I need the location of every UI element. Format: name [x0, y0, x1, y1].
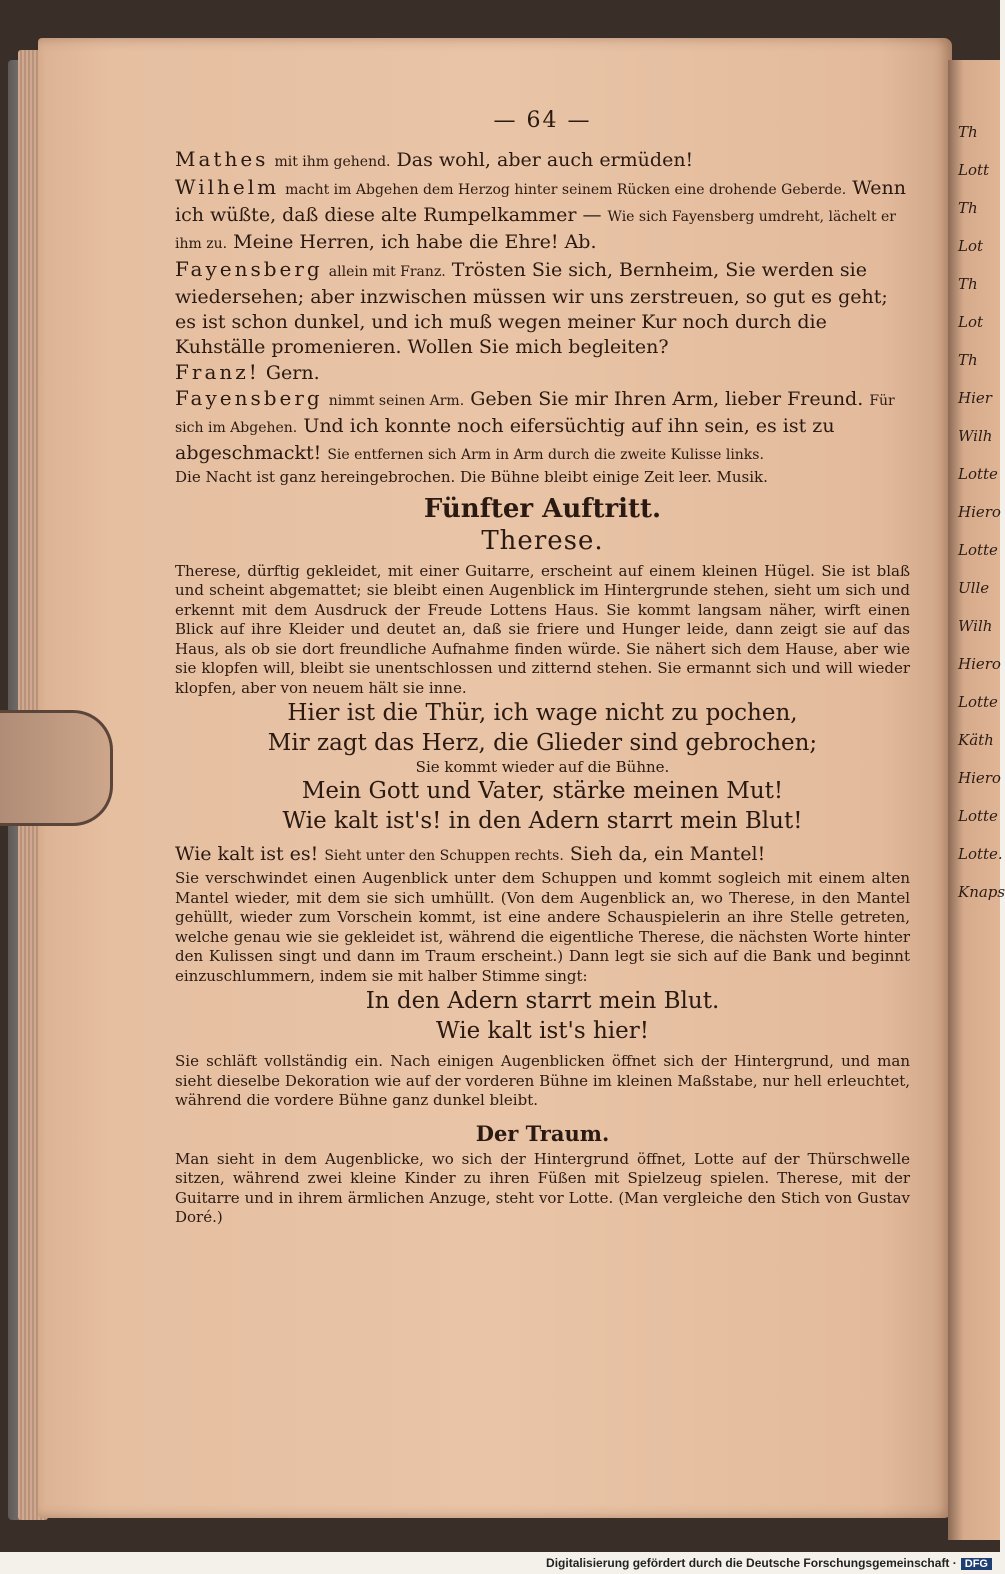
fragment: Lott [958, 161, 990, 179]
fragment: Ulle [958, 579, 990, 597]
dialogue-line [175, 257, 910, 360]
fragment: Th [958, 275, 978, 293]
credit-text: Digitalisierung gefördert durch die Deutsche Forschungsgemeinschaft · [546, 1556, 957, 1570]
verse-line: Wie kalt ist's hier! [436, 1018, 649, 1044]
dialogue-text: Und ich konnte noch eifersüchtig auf ihn sein, es ist zu abgeschmackt! [175, 415, 835, 464]
fragment: Th [958, 199, 978, 217]
dialogue-line [175, 842, 910, 869]
dialogue-line [175, 175, 910, 257]
dialogue-line [175, 147, 910, 175]
stage-direction: Sie entfernen sich Arm in Arm durch die zweite Kulisse links. [327, 447, 764, 463]
fragment: Lotte [958, 693, 998, 711]
stage-description: Man sieht in dem Augenblicke, wo sich der Hintergrund öffnet, Lotte auf der Thürschwelle sitzen, während zwei kleine Kinder zu ihren Füßen mit Spielzeug spielen. Therese, mit der Guitarre und in ihrem ärmlichen Anzuge, steht vor Lotte. (Man vergleiche den Stich von Gustav Doré.) [175, 1149, 910, 1226]
stage-description: Sie schläft vollständig ein. Nach einigen Augenblicken öffnet sich der Hintergrund, und man sieht dieselbe Dekoration wie auf der vorderen Bühne im kleinen Maßstabe, nur hell erleuchtet, während die vordere Bühne ganz dunkel bleibt. [175, 1052, 910, 1109]
fragment: Wilh [958, 427, 993, 445]
stage-direction: nimmt seinen Arm. [328, 393, 465, 409]
dialogue-text: Trösten Sie sich, Bernheim, Sie werden sie wiedersehen; aber inzwischen müssen wir uns zerstreuen, so gut es geht; es ist schon dunkel, und ich muß wegen meiner Kur noch durch die Kuhställe promenieren. Wollen Sie mich begleiten? [175, 259, 888, 358]
stage-direction: Wie sich Fayensberg umdreht, lächelt er ihm zu. [175, 209, 897, 252]
fragment: Hier [958, 389, 992, 407]
stage-direction: Sieht unter den Schuppen rechts. [324, 848, 564, 864]
verse-line: Mein Gott und Vater, stärke meinen Mut! [301, 778, 784, 804]
stage-direction: mit ihm gehend. [274, 154, 391, 170]
verse-line: In den Adern starrt mein Blut. [365, 988, 720, 1014]
stage-direction: allein mit Franz. [328, 264, 446, 280]
stage-description: Sie verschwindet einen Augenblick unter dem Schuppen und kommt sogleich mit einem alten Mantel wieder, mit dem sie sich umhüllt. (Von dem Augenblick an, wo Therese, in den Mantel gehüllt, wieder zum Vorschein kommt, ist eine andere Schauspielerin an ihre Stelle getreten, welche genau wie sie gekleidet ist, während die eigentliche Therese, die nächsten Worte hinter den Kulissen singt und dann im Traum erscheint.) Dann legt sie sich auf die Bank und beginnt einzuschlummern, indem sie mit halber Stimme singt: [175, 869, 910, 985]
stage-direction: macht im Abgehen dem Herzog hinter seinem Rücken eine drohende Geberde. [285, 182, 847, 198]
scene-heading: Fünfter Auftritt. [423, 493, 662, 524]
fragment: Hiero [958, 503, 1001, 521]
fragment: Lotte [958, 807, 998, 825]
fragment: Th [958, 351, 978, 369]
verse-stage-direction: Sie kommt wieder auf die Bühne. [415, 758, 670, 776]
fragment: Lot [958, 313, 984, 331]
speaker-name: Wilhelm [175, 175, 280, 199]
verse-line: Wie kalt ist's! in den Adern starrt mein Blut! [282, 808, 803, 834]
fragment: Käth [958, 731, 994, 749]
dialogue-text: Meine Herren, ich habe die Ehre! Ab. [233, 231, 597, 253]
fragment: Th [958, 123, 978, 141]
dialogue-text: Das wohl, aber auch ermüden! [396, 149, 694, 171]
dialogue-text: Sieh da, ein Mantel! [569, 843, 766, 865]
scene-note: Die Nacht ist ganz hereingebrochen. Die Bühne bleibt einige Zeit leer. Musik. [175, 468, 768, 486]
verse-line: Hier ist die Thür, ich wage nicht zu pochen, [287, 700, 798, 726]
dialogue-line [175, 386, 910, 468]
dialogue-text: Wenn ich wüßte, daß diese alte Rumpelkammer — [175, 177, 906, 226]
fragment: Lotte [958, 541, 998, 559]
speaker-name: Fayensberg [175, 386, 323, 410]
verse-line: Mir zagt das Herz, die Glieder sind gebrochen; [267, 730, 818, 756]
character-heading: Therese. [481, 525, 604, 556]
stage-description: Therese, dürftig gekleidet, mit einer Guitarre, erscheint auf einem kleinen Hügel. Sie ist blaß und scheint abgemattet; sie bleibt einen Augenblick im Hintergrunde stehen, sieht um sich und erkennt mit dem Ausdruck der Freude Lottens Haus. Sie kommt langsam näher, wirft einen Blick auf ihre Kleider und deutet an, daß sie friere und Hunger leide, dann zeigt sie auf das Haus, als ob sie dort freundliche Aufnahme finden würde. Sie nähert sich dem Hause, aber wie sie klopfen will, bleibt sie unentschlossen und zitternd stehen. Sie ermannt sich und will wieder klopfen, aber von neuem hält sie inne. [175, 561, 910, 697]
fragment: Hiero [958, 655, 1001, 673]
dialogue-line [175, 360, 910, 386]
fragment: Lotte. [958, 845, 1003, 863]
digitization-credit [546, 1553, 992, 1573]
dream-heading: Der Traum. [475, 1120, 610, 1146]
fragment: Hiero [958, 769, 1001, 787]
fragment: Wilh [958, 617, 993, 635]
page-content [175, 108, 910, 1228]
dialogue-text: Gern. [265, 362, 320, 384]
fragment: Lot [958, 237, 984, 255]
dialogue-text: Geben Sie mir Ihren Arm, lieber Freund. [470, 388, 864, 410]
speaker-name: Fayensberg [175, 257, 323, 281]
facing-page-fragments [958, 120, 1005, 918]
fragment: Knaps [958, 883, 1005, 901]
speaker-name: Franz! [175, 360, 260, 384]
dialogue-text: Wie kalt ist es! [175, 843, 319, 865]
page-number: — 64 — [493, 108, 592, 133]
speaker-name: Mathes [175, 147, 269, 171]
stage-direction: Für sich im Abgehen. [175, 393, 895, 436]
fragment: Lotte [958, 465, 998, 483]
dfg-logo: DFG [961, 1558, 992, 1570]
page-clip [0, 710, 113, 826]
